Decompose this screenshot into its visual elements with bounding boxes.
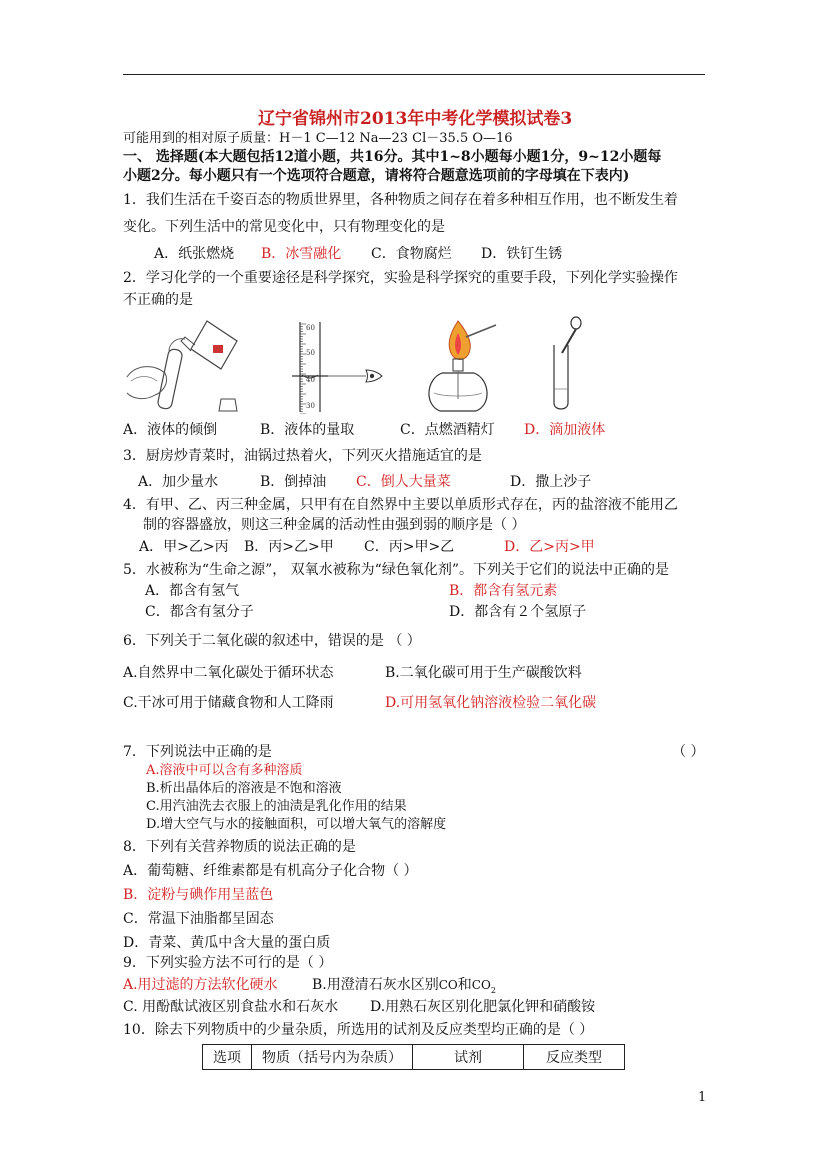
q2-option-b: B．液体的量取 — [260, 422, 355, 438]
q6-option-a: A.自然界中二氧化碳处于循环状态 — [123, 665, 334, 681]
q8-option-c: C．常温下油脂都呈固态 — [123, 911, 274, 927]
q1-option-d: D．铁钉生锈 — [481, 246, 563, 262]
table-header-row — [203, 1045, 625, 1070]
table-header-reaction-type: 反应类型 — [524, 1045, 625, 1070]
q4-option-d: D．乙>丙>甲 — [504, 539, 595, 555]
q7-option-a: A.溶液中可以含有多种溶质 — [146, 763, 303, 778]
atomic-masses: 可能用到的相对原子质量：H－1 C—12 Na—23 Cl－35.5 O—16 — [123, 131, 513, 146]
q4-option-a: A．甲>乙>丙 — [139, 539, 229, 555]
q2-option-a: A．液体的倾倒 — [123, 422, 218, 438]
q5-option-d: D．都含有２个氢原子 — [449, 604, 587, 620]
q8-option-d: D．青菜、黄瓜中含大量的蛋白质 — [123, 935, 331, 951]
q1-option-c: C．食物腐烂 — [371, 246, 452, 262]
q6-option-c: C.干冰可用于储藏食物和人工降雨 — [123, 695, 334, 711]
q7-option-d: D.增大空气与水的接触面积，可以增大氧气的溶解度 — [146, 817, 447, 832]
header-rule — [123, 74, 705, 75]
q5-option-b: B．都含有氢元素 — [449, 583, 558, 599]
page-number: 1 — [698, 1090, 707, 1105]
q3-stem: 3．厨房炒青菜时，油锅过热着火，下列灭火措施适宜的是 — [123, 448, 482, 464]
q10-answer-table — [202, 1044, 625, 1070]
q1-option-b: B．冰雪融化 — [261, 246, 342, 262]
q9-option-a: A.用过滤的方法软化硬水 — [123, 977, 278, 993]
page-title: 辽宁省锦州市2013年中考化学模拟试卷3 — [258, 109, 573, 129]
q7-stem: 7．下列说法中正确的是 — [123, 744, 272, 760]
q9-option-b-and: 和 — [457, 977, 472, 993]
q9-formula-co: CO — [438, 978, 458, 992]
q7-option-c: C.用汽油洗去衣服上的油渍是乳化作用的结果 — [146, 799, 407, 814]
graduated-cylinder-illustration — [280, 318, 390, 414]
q6-stem: 6．下列关于二氧化碳的叙述中，错误的是 （ ） — [123, 633, 421, 649]
table-header-reagent: 试剂 — [413, 1045, 524, 1070]
q5-option-c: C．都含有氢分子 — [145, 604, 254, 620]
q10-stem: 10．除去下列物质中的少量杂质，所选用的试剂及反应类型均正确的是（ ） — [123, 1022, 594, 1038]
table-header-option: 选项 — [203, 1045, 252, 1070]
cylinder-tick-label-40: 40 — [306, 376, 315, 384]
q9-formula-co2: CO — [471, 978, 491, 992]
q2-stem-line2: 不正确的是 — [123, 292, 193, 308]
section-heading-line1: 一、 选择题(本大题包括12道小题，共16分。其中1~8小题每小题1分，9~12小题每 — [123, 149, 662, 165]
q4-option-c: C．丙>甲>乙 — [364, 539, 455, 555]
q9-option-b — [312, 976, 496, 1000]
table-header-substance: 物质（括号内为杂质） — [252, 1045, 413, 1070]
q2-option-d: D．滴加液体 — [524, 422, 606, 438]
q8-option-a: A．葡萄糖、纤维素都是有机高分子化合物（ ） — [123, 863, 418, 879]
q9-option-d: D.用熟石灰区别化肥氯化钾和硝酸铵 — [370, 999, 596, 1015]
alcohol-lamp-illustration — [420, 315, 500, 415]
q8-stem: 8．下列有关营养物质的说法正确的是 — [123, 839, 356, 855]
q2-option-c: C．点燃酒精灯 — [400, 422, 495, 438]
q1-stem-line2: 变化。下列生活中的常见变化中，只有物理变化的是 — [123, 219, 445, 235]
pouring-liquid-illustration — [125, 315, 245, 415]
q6-option-d: D.可用氢氧化钠溶液检验二氧化碳 — [385, 695, 597, 711]
q9-stem: 9．下列实验方法不可行的是（ ） — [123, 955, 333, 971]
cylinder-tick-label-50: 50 — [306, 349, 315, 357]
q3-option-d: D．撒上沙子 — [510, 474, 592, 490]
q4-option-b: B．丙>乙>甲 — [244, 539, 334, 555]
cylinder-tick-label-30: 30 — [306, 402, 315, 410]
section-heading-line2: 小题2分。每小题只有一个选项符合题意，请将符合题意选项前的字母填在下表内) — [123, 168, 630, 184]
q9-option-c: C. 用酚酞试液区别食盐水和石灰水 — [123, 999, 339, 1015]
q3-option-a: A．加少量水 — [138, 474, 219, 490]
q4-stem-line1: 4．有甲、乙、丙三种金属，只甲有在自然界中主要以单质形式存在，丙的盐溶液不能用乙 — [123, 497, 678, 513]
q7-option-b: B.析出晶体后的溶液是不饱和溶液 — [146, 781, 342, 796]
q3-option-c: C．倒人大量菜 — [356, 474, 451, 490]
q9-option-b-text: B.用澄清石灰水区别 — [312, 977, 439, 993]
q5-option-a: A．都含有氢气 — [145, 583, 240, 599]
dropper-test-tube-illustration — [540, 315, 600, 415]
q8-option-b: B．淀粉与碘作用呈蓝色 — [123, 887, 274, 903]
q1-stem-line1: 1．我们生活在千姿百态的物质世界里，各种物质之间存在着多种相互作用，也不断发生着 — [123, 192, 678, 208]
q1-option-a: A．纸张燃烧 — [154, 246, 235, 262]
q2-stem-line1: 2．学习化学的一个重要途径是科学探究，实验是科学探究的重要手段，下列化学实验操作 — [123, 270, 678, 286]
q6-option-b: B.二氧化碳可用于生产碳酸饮料 — [385, 665, 582, 681]
q4-stem-line2: 制的容器盛放，则这三种金属的活动性由强到弱的顺序是（ ） — [143, 517, 526, 533]
q9-formula-co2-subscript: 2 — [490, 985, 496, 995]
q5-stem: 5．水被称为“生命之源”， 双氧水被称为“绿色氧化剂”。下列关于它们的说法中正确的是 — [123, 562, 669, 578]
q3-option-b: B．倒掉油 — [260, 474, 327, 490]
q7-answer-paren: （ ） — [672, 744, 705, 760]
cylinder-tick-label-60: 60 — [306, 324, 315, 332]
